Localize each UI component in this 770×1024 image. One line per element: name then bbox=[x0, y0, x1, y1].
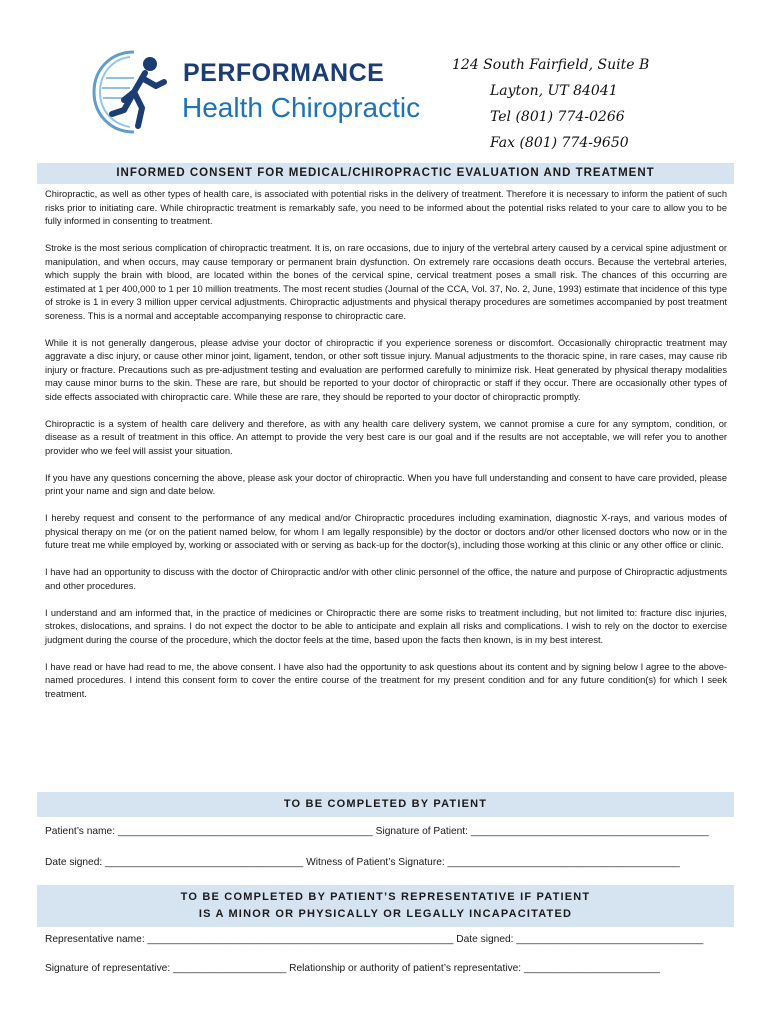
clinic-logo bbox=[90, 48, 450, 140]
patient-name-signature-row[interactable]: Patient’s name: _____________________________________________ Signature of Patient: __________________________________________ bbox=[45, 826, 709, 837]
patient-section-heading: TO BE COMPLETED BY PATIENT bbox=[37, 792, 734, 817]
consent-paragraph-3: While it is not generally dangerous, please advise your doctor of chiropractic if you experience soreness or discomfort. Occasionally chiropractic treatment may aggravate a disc injury, or cause other minor joint, ligament, tendon, or other soft tissue injury. Manual adjustments to the thoracic spine, in rare cases, may cause rib injury or fracture. Precautions such as pre-adjustment testing and evaluation are performed carefully to minimize risk. Heat generated by physical therapy modalities may cause minor burns to the skin. These are rare, but should be reported to your doctor of chiropractic or staff if they occur. There are occasionally other types of side effects associated with chiropractic care. While these are rare, they should be reported to your doctor of chiropractic promptly. bbox=[45, 337, 727, 402]
consent-paragraph-1: Chiropractic, as well as other types of health care, is associated with potential risks in the delivery of treatment. Therefore it is necessary to inform the patient of such risks prior to initiating care. While chiropractic treatment is remarkably safe, you need to be informed about the potential risks related to your care to allow you to be fully informed in consenting to treatment. bbox=[45, 189, 727, 226]
representative-heading-line1: TO BE COMPLETED BY PATIENT’S REPRESENTATIVE IF PATIENT bbox=[180, 891, 591, 903]
representative-signature-relationship-row[interactable]: Signature of representative: ____________________ Relationship or authority of patient’s representative: ________________________ bbox=[45, 963, 660, 974]
consent-paragraph-6: I hereby request and consent to the performance of any medical and/or Chiropractic procedures including examination, diagnostic X-rays, and various modes of physical therapy on me (or on the patient named below, for whom I am legally responsible) by the doctor or doctors and/or other licensed doctors who now or in the future treat me while employed by, working or associated with or serving as back-up for the doctor(s), including those working at this clinic or any other office or clinic. bbox=[45, 513, 727, 550]
consent-paragraph-8: I understand and am informed that, in the practice of medicines or Chiropractic there are some risks to treatment including, but not limited to: fracture disc injuries, strokes, dislocations, and sprains. I do not expect the doctor to be able to anticipate and explain all risks and complications. I wish to rely on the doctor to exercise judgment during the course of the procedure, which the doctor feels at the time, based upon the facts then known, is in my best interest. bbox=[45, 607, 727, 645]
representative-section-heading bbox=[37, 885, 734, 927]
address-street: 124 South Fairfield, Suite B bbox=[452, 57, 650, 73]
date-witness-row[interactable]: Date signed: ___________________________________ Witness of Patient’s Signature: _________________________________________ bbox=[45, 857, 680, 868]
consent-paragraph-9: I have read or have had read to me, the above consent. I have also had the opportunity to ask questions about its content and by signing below I agree to the above-named procedures. I intend this consent form to cover the entire course of the treatment for my present condition and for any future condition(s) for which I seek treatment. bbox=[45, 661, 727, 699]
form-title: INFORMED CONSENT FOR MEDICAL/CHIROPRACTIC EVALUATION AND TREATMENT bbox=[37, 163, 734, 184]
representative-name-date-row[interactable]: Representative name: ______________________________________________________ Date signed: _________________________________ bbox=[45, 934, 704, 945]
address-fax: Fax (801) 774-9650 bbox=[490, 135, 629, 151]
consent-paragraph-7: I have had an opportunity to discuss with the doctor of Chiropractic and/or with other clinic personnel of the office, the nature and purpose of Chiropractic adjustments and other procedures. bbox=[45, 567, 727, 591]
consent-paragraph-5: If you have any questions concerning the above, please ask your doctor of chiropractic. When you have full understanding and consent to have care provided, please print your name and sign and date below. bbox=[45, 472, 727, 496]
address-city: Layton, UT 84041 bbox=[490, 83, 618, 99]
consent-paragraph-2: Stroke is the most serious complication of chiropractic treatment. It is, on rare occasions, due to injury of the vertebral artery caused by a cervical spine adjustment or manipulation, and when occurs, may cause temporary or permanent brain dysfunction. On extremely rare occasions death occurs. Because the vertebral arteries, which supply the brain with blood, are located within the bones of the cervical spine, cervical treatment poses a small risk. The chances of this occurring are estimated at 1 per 400,000 to 1 per 10 million treatments. The most recent studies (Journal of the CCA, Vol. 37, No. 2, June, 1993) estimate that incidence of this type of stroke is 1 in every 3 million upper cervical adjustments. Chiropractic adjustments and physical therapy procedures are sometimes accompanied by post treatment soreness. This is a normal and acceptable accompanying response to chiropractic care. bbox=[45, 243, 727, 321]
consent-text bbox=[45, 188, 727, 715]
letterhead bbox=[0, 0, 770, 160]
clinic-address bbox=[452, 52, 752, 156]
representative-heading-line2: IS A MINOR OR PHYSICALLY OR LEGALLY INCAPACITATED bbox=[198, 908, 573, 920]
brand-name-line2: Health Chiropractic bbox=[182, 92, 421, 123]
address-tel: Tel (801) 774-0266 bbox=[490, 109, 625, 125]
consent-paragraph-4: Chiropractic is a system of health care delivery and therefore, as with any health care delivery system, we cannot promise a cure for any symptom, condition, or disease as a result of treatment in this office. An attempt to provide the very best care is our goal and if the results are not acceptable, we will refer you to another provider who we feel will assist your situation. bbox=[45, 418, 727, 456]
running-man-icon bbox=[90, 48, 175, 136]
brand-name-line1: PERFORMANCE bbox=[183, 59, 385, 87]
